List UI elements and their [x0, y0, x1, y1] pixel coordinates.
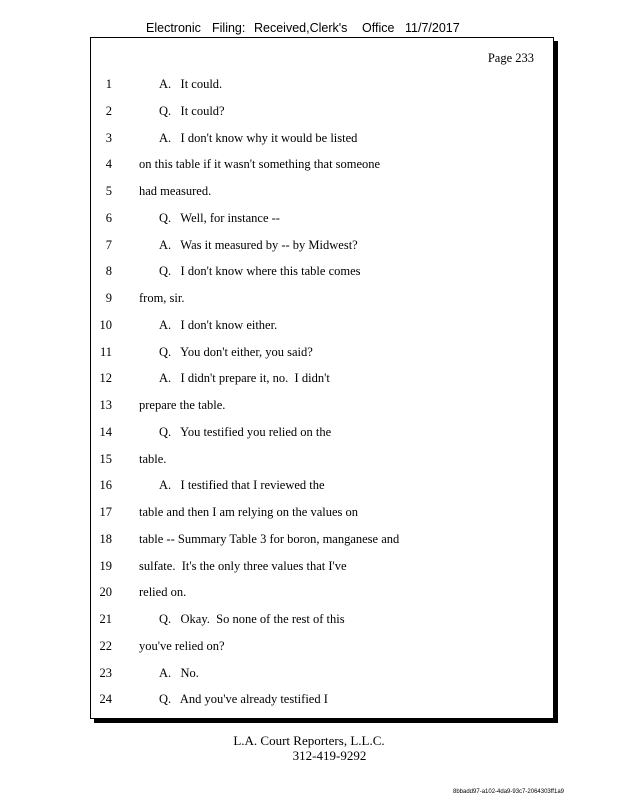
transcript-line: [91, 130, 553, 157]
line-text: table -- Summary Table 3 for boron, manganese and: [139, 531, 400, 546]
line-text: Q. It could?: [159, 103, 225, 118]
line-number: 14: [99, 424, 112, 439]
transcript-line: [91, 531, 553, 558]
line-text: you've relied on?: [139, 638, 225, 653]
transcript-line: [91, 638, 553, 665]
line-text: A. I don't know why it would be listed: [159, 130, 358, 145]
line-text: A. No.: [159, 665, 199, 680]
line-text: Q. And you've already testified I: [159, 692, 328, 707]
transcript-line: [91, 263, 553, 290]
transcript-line: [91, 611, 553, 638]
line-text: A. It could.: [159, 77, 223, 91]
transcript-line: [91, 344, 553, 371]
line-text: A. Was it measured by -- by Midwest?: [159, 237, 358, 252]
line-text: from, sir.: [139, 291, 185, 305]
filing-stamp: [0, 21, 618, 37]
transcript-line: [91, 397, 553, 424]
transcript-line: [91, 76, 553, 103]
stamp-electronic: Electronic: [146, 21, 201, 35]
transcript-line: [91, 183, 553, 210]
line-text: Q. Okay. So none of the rest of this: [159, 612, 345, 626]
line-number: 3: [105, 130, 112, 145]
line-text: table and then I am relying on the values on: [139, 505, 359, 519]
line-number: 19: [99, 558, 112, 573]
line-number: 7: [105, 237, 112, 252]
line-number: 13: [99, 398, 112, 412]
line-text: Q. You testified you relied on the: [159, 424, 332, 439]
reporter-phone: 312-419-9292: [292, 748, 367, 763]
line-text: Q. I don't know where this table comes: [159, 264, 361, 279]
line-number: 4: [105, 157, 112, 172]
reporter-name: L.A. Court Reporters, L.L.C.: [233, 733, 385, 748]
line-text: A. I testified that I reviewed the: [159, 478, 325, 493]
transcript-line: [91, 103, 553, 130]
line-number: 1: [105, 77, 112, 91]
transcript-line: [91, 584, 553, 611]
transcript-line: [91, 558, 553, 585]
transcript-line: [91, 156, 553, 183]
line-number: 18: [99, 531, 112, 546]
line-number: 8: [105, 264, 112, 279]
line-text: A. I didn't prepare it, no. I didn't: [159, 371, 330, 386]
line-number: 6: [105, 210, 112, 225]
document-hash: 8bbadd97-a102-4da9-93c7-2064303ff1a9: [453, 789, 564, 795]
transcript-line: [91, 691, 553, 718]
transcript-line: [91, 290, 553, 317]
transcript-line: [91, 370, 553, 397]
transcript-line: [91, 504, 553, 531]
line-number: 11: [99, 344, 112, 359]
transcript-line: [91, 451, 553, 478]
line-text: prepare the table.: [139, 398, 226, 412]
line-number: 23: [99, 665, 112, 680]
transcript-line: [91, 317, 553, 344]
line-number: 15: [99, 451, 112, 466]
transcript-line: [91, 477, 553, 504]
line-text: Q. You don't either, you said?: [159, 344, 313, 359]
transcript-line: [91, 424, 553, 451]
page-footer: [0, 733, 618, 763]
line-text: on this table if it wasn't something that someone: [139, 157, 381, 172]
transcript-page: [90, 37, 554, 719]
stamp-date: 11/7/2017: [405, 21, 460, 35]
line-number: 16: [99, 478, 112, 493]
stamp-office: Office: [362, 21, 395, 35]
page-number: Page 233: [487, 51, 534, 65]
line-text: sulfate. It's the only three values that I've: [139, 558, 347, 573]
line-number: 17: [99, 505, 112, 519]
line-text: relied on.: [139, 585, 187, 600]
line-number: 10: [99, 317, 112, 332]
line-number: 24: [99, 692, 112, 707]
line-number: 21: [99, 612, 112, 626]
transcript-line: [91, 237, 553, 264]
line-number: 20: [99, 585, 112, 600]
stamp-filing: Filing:: [212, 21, 246, 35]
line-number: 9: [105, 291, 112, 305]
stamp-received: Received,Clerk's: [254, 21, 348, 35]
transcript-line: [91, 665, 553, 692]
line-number: 22: [99, 638, 112, 653]
line-text: A. I don't know either.: [159, 317, 278, 332]
line-number: 2: [105, 103, 112, 118]
line-number: 5: [105, 184, 112, 198]
line-number: 12: [99, 371, 112, 386]
line-text: Q. Well, for instance --: [159, 210, 280, 225]
line-text: table.: [139, 451, 167, 466]
transcript-line: [91, 210, 553, 237]
line-text: had measured.: [139, 184, 212, 198]
